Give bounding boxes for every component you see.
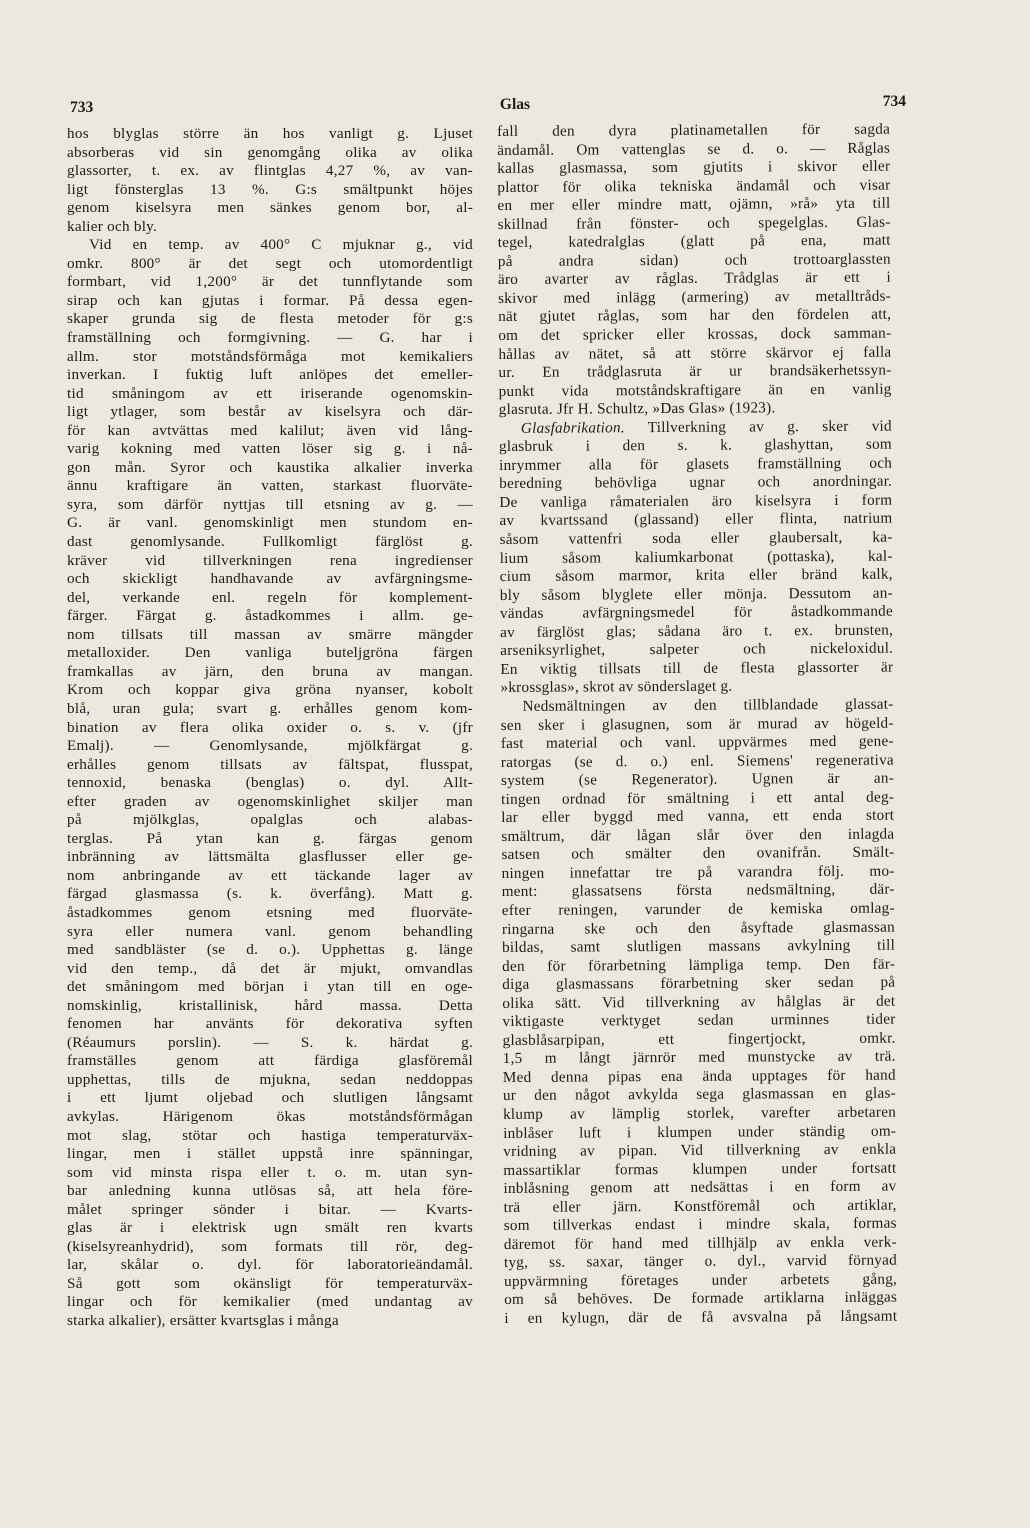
- text-line: upphettas, tills de mjukna, sedan neddoppas: [67, 1070, 473, 1088]
- text-line: allm. stor motståndsförmåga mot kemikaliers: [67, 347, 473, 365]
- text-line: bar anledning kunna utlösas så, att hela före-: [67, 1182, 473, 1200]
- text-line: diga glasmassans förarbetning sker sedan på: [502, 973, 896, 994]
- text-line: hos blyglas större än hos vanligt g. Ljuset: [67, 125, 473, 142]
- text-line: inblåser luft i klumpen under ständig om-: [503, 1122, 897, 1142]
- text-line: såsom vattenfri soda eller glaubersalt, ka-: [499, 528, 893, 549]
- text-line: framkallas av järn, den bruna av mangan.: [67, 662, 473, 680]
- text-line: kallas glasmassa, som gjutits i skivor eller: [497, 157, 891, 178]
- text-line: ur den något avkylda sega glasmassan en glas-: [502, 1085, 896, 1105]
- text-line: sen sker i glasugnen, som är murad av högeld-: [500, 714, 894, 734]
- text-line: nomskinlig, kristallinisk, hård massa. Detta: [67, 996, 473, 1014]
- text-line: skaper grunda sig de flesta metoder för g:s: [67, 310, 473, 328]
- text-line: efter reningen, varunder de kemiska omlag-: [501, 899, 895, 919]
- page-number-left: 733: [70, 99, 94, 116]
- text-line: färger. Färgat g. åstadkommes i allm. ge-: [67, 607, 473, 625]
- text-line: ratorgas (se d. o.) enl. Siemens' regenerativa: [500, 751, 894, 771]
- text-line: uppvärmning företages under arbetets gång,: [504, 1270, 898, 1290]
- text-line: ligt fönsterglas 13 %. G:s smältpunkt höjes: [67, 180, 473, 198]
- text-line: kräver vid tillverkningen rena ingredienser: [67, 551, 473, 569]
- text-line: system (se Regenerator). Ugnen är an-: [500, 769, 895, 790]
- text-line: skillnad från fönster- och spegelglas. Glas-: [497, 213, 891, 233]
- text-line: syra, som därför nyttjas till etsning av g. —: [67, 495, 473, 513]
- text-line: och skickligt handhavande av avfärgningsme-: [67, 570, 473, 588]
- text-line: glas är i elektrisk ugn smält ren kvarts: [67, 1219, 473, 1237]
- text-line: framställning och formgivning. — G. har i: [67, 329, 473, 347]
- text-line: blå, uran gula; svart g. erhålles genom kom-: [67, 699, 473, 717]
- text-line: fast material och vanl. uppvärmes med gene-: [500, 732, 894, 753]
- text-line: En viktig tillsats till de flesta glassorter är: [500, 658, 894, 678]
- text-line: absorberas vid sin genomgång olika av olika: [67, 143, 473, 161]
- text-line: för kan avtvättas med kalilut; även vid lång-: [67, 421, 473, 439]
- text-line: Emalj). — Genomlysande, mjölkfärgat g.: [67, 737, 473, 755]
- text-line: glasruta. Jfr H. Schultz, »Das Glas» (1923).: [498, 399, 776, 419]
- text-line: mot slag, stötar och hastiga temperaturväx-: [67, 1126, 473, 1144]
- text-line: av färglöst glas; sådana äro t. ex. brunsten,: [500, 621, 894, 641]
- text-line: del, verkande enl. regeln för komplement-: [67, 588, 473, 606]
- text-line: starka alkalier), ersätter kvartsglas i många: [67, 1312, 339, 1329]
- text-line: vändas avfärgningsmedel för åstadkommande: [499, 602, 894, 623]
- text-line: fenomen har använts för dekorativa syften: [67, 1015, 473, 1033]
- text-line: nät gjutet råglas, som har den fördelen att,: [498, 306, 892, 326]
- text-line: ningen innefattar tre på varandra följ. mo-: [501, 862, 895, 882]
- text-line: inblåsning genom att nedsättas i en form av: [503, 1177, 897, 1198]
- text-line: tyg, ss. saxar, tänger o. dyl., varvid förnyad: [503, 1251, 898, 1272]
- text-line: av kvartssand (glassand) eller flinta, natrium: [499, 510, 893, 530]
- text-line: Vid en temp. av 400° C mjuknar g., vid: [89, 236, 473, 254]
- text-line: Med denna pipas ena ända upptages för hand: [502, 1066, 896, 1086]
- text-line: en mer eller mindre matt, ojämn, »rå» yta till: [497, 194, 891, 215]
- text-line: klump av lämplig storlek, varefter arbetaren: [503, 1103, 897, 1123]
- text-line: tingen ordnad för smältning i ett antal deg-: [501, 788, 895, 808]
- text-line: det småningom med början i ytan till en oge-: [67, 978, 473, 996]
- text-line: ur. En trådglasruta är ur brandsäkerhetssyn-: [498, 361, 892, 382]
- right-column: [497, 121, 897, 1329]
- text-line: kalier och bly.: [67, 217, 158, 235]
- text-line: 1,5 m långt järnrör med munstycke av trä.: [502, 1047, 896, 1068]
- text-line: lingar och för kemikalier (med undantag av: [67, 1293, 473, 1311]
- text-line: på mjölkglas, opalglas och alabas-: [67, 811, 473, 829]
- text-line: Nedsmältningen av den tillblandade glassat-: [522, 695, 894, 715]
- page-number-right: 734: [882, 93, 906, 110]
- text-line: plattor för olika tekniska ändamål och visar: [497, 176, 891, 196]
- text-line: bly såsom blyglete eller mönja. Dessutom an-: [499, 584, 893, 604]
- text-line: färgad glasmassa (s. k. överfång). Matt g.: [67, 885, 473, 903]
- text-line: nom tillsats till massan av smärre mängder: [67, 625, 473, 643]
- text-line: efter graden av ogenomskinlighet skiljer man: [67, 792, 473, 810]
- text-line: viktigaste verktyget sedan urminnes tider: [502, 1010, 896, 1031]
- text-line: ändamål. Om vattenglas se d. o. — Råglas: [497, 139, 891, 159]
- text-line: omkr. 800° är det segt och utomordentligt: [67, 254, 473, 272]
- text-line: i en kylugn, där de få avsvalna på långsamt: [504, 1307, 898, 1327]
- text-line: Glasfabrikation. Tillverkning av g. sker vid: [520, 417, 892, 437]
- text-line: som tillverkas endast i mindre skala, formas: [503, 1214, 897, 1235]
- text-line: tegel, katedralglas (glatt på ena, matt: [497, 231, 891, 252]
- text-line: inverkan. I fuktig luft anlöpes det emeller-: [67, 366, 473, 384]
- text-line: framställes genom att färdiga glasföremål: [67, 1052, 473, 1070]
- text-line: lium såsom kaliumkarbonat (pottaska), kal-: [499, 547, 893, 567]
- text-line: fall den dyra platinametallen för sagda: [497, 120, 891, 140]
- text-line: tid småningom av ett iriserande ogenomskin-: [67, 384, 473, 402]
- text-line: metalloxider. Den vanliga buteljgröna färgen: [67, 644, 473, 662]
- text-line: Krom och koppar giva gröna nyanser, kobolt: [67, 681, 473, 699]
- text-line: nom anbringande av ett täckande lager av: [67, 866, 473, 884]
- text-line: »krossglas», skrot av sönderslaget g.: [500, 677, 733, 697]
- text-line: arseniksyrlighet, salpeter och nickeloxidul.: [500, 639, 894, 660]
- text-line: ment: glassatsens första nedsmältning, där-: [501, 881, 895, 901]
- text-line: smältrum, där lågan slår över den inlagda: [501, 825, 895, 845]
- text-line: med sandbläster (se d. o.). Upphettas g. länge: [67, 941, 473, 959]
- text-line: glasbruk i den s. k. glashyttan, som: [498, 435, 893, 456]
- text-line: målet springer sönder i bitar. — Kvarts-: [67, 1200, 473, 1218]
- left-column: [67, 125, 473, 1331]
- text-line: om så behöves. De formade artiklarna inläggas: [504, 1289, 898, 1309]
- text-line: vridning av pipan. Vid tillverkning av enkla: [503, 1140, 897, 1161]
- text-line: genom kiselsyra men sänkes genom bor, al-: [67, 199, 473, 217]
- text-line: åstadkommes genom etsning med fluorväte-: [67, 903, 473, 921]
- text-line: vid den temp., då det är mjukt, omvandlas: [67, 959, 473, 977]
- text-line: G. är vanl. genomskinligt men stundom en-: [67, 514, 473, 532]
- text-line: ringarna ske och den åsyftade glasmassan: [501, 918, 895, 938]
- text-line: erhålles genom tillsats av fältspat, flusspat,: [67, 755, 473, 773]
- text-line: den för förarbetning lämpliga temp. Den fär-: [502, 955, 896, 975]
- text-line: syra eller numera vanl. genom behandling: [67, 922, 473, 940]
- text-line: hållas av nätet, så att större skärvor ej falla: [498, 343, 892, 363]
- text-line: inrymmer alla för glasets framställning och: [499, 454, 893, 474]
- text-line: beredning behövliga ugnar och anordningar.: [499, 472, 893, 493]
- text-line: bination av flera olika oxider o. s. v. (jfr: [67, 718, 473, 736]
- text-line: bildas, samt slutligen massans avkylning till: [501, 936, 896, 957]
- text-line: (kiselsyreanhydrid), som formats till rör, deg-: [67, 1237, 473, 1255]
- text-line: (Réaumurs porslin). — S. k. härdat g.: [67, 1033, 473, 1051]
- text-line: på andra sidan) och trottoarglassten: [497, 250, 891, 270]
- text-line: varig kokning med vatten löser sig g. i nå-: [67, 440, 473, 458]
- text-line: lar eller byggd med vanna, ett enda stort: [501, 806, 895, 827]
- text-line: punkt vida motståndskraftigare än en vanlig: [498, 380, 892, 400]
- text-line: gon mån. Syror och kaustika alkalier inverka: [67, 458, 473, 476]
- text-line: lingar, men i stället uppstå inre spänningar,: [67, 1145, 473, 1163]
- section-heading: Glasfabrikation.: [520, 418, 625, 437]
- text-line: dast genomlysande. Fullkomligt färglöst g.: [67, 533, 473, 551]
- text-line: olika sätt. Vid tillverkning av hålglas är det: [502, 992, 896, 1012]
- text-line: ännu kraftigare än vatten, starkast fluorväte-: [67, 477, 473, 495]
- page-title: Glas: [499, 96, 531, 113]
- text-line: avkylas. Härigenom ökas motståndsförmågan: [67, 1107, 473, 1125]
- text-line: däremot för hand med tillhjälp av enkla verk-: [503, 1233, 897, 1253]
- text-line: ligt ytlager, som består av kiselsyra och där-: [67, 403, 473, 421]
- text-line: tennoxid, benaska (benglas) o. dyl. Allt-: [67, 774, 473, 792]
- text-line: formbart, vid 1,200° är det tunnflytande som: [67, 273, 473, 291]
- text-line: som vid minsta rispa eller t. o. m. utan syn-: [67, 1163, 473, 1181]
- text-line: i ett ljumt oljebad och slutligen långsamt: [67, 1089, 473, 1107]
- text-line: massartiklar formas klumpen under fortsatt: [503, 1159, 897, 1179]
- text-line: om det spricker eller krossas, dock samman-: [498, 324, 892, 345]
- text-line: De vanliga råmaterialen äro kiselsyra i form: [499, 491, 893, 511]
- text-line: trä eller järn. Konstföremål och artiklar,: [503, 1196, 897, 1216]
- text-line: glasblåsarpipan, ett fingertjockt, omkr.: [502, 1029, 896, 1049]
- text-line: cium såsom marmor, krita eller bränd kalk,: [499, 565, 893, 586]
- text-line: inbränning av lättsmälta glasflusser eller ge-: [67, 848, 473, 866]
- text-line: äro avarter av råglas. Trådglas är ett i: [497, 268, 892, 289]
- text-line: Så gott som okänsligt för temperaturväx-: [67, 1274, 473, 1292]
- text-line: skivor med inlägg (armering) av metalltråds-: [498, 287, 892, 307]
- text-line: sirap och kan gjutas i formar. På dessa egen-: [67, 291, 473, 309]
- text-line: terglas. På ytan kan g. färgas genom: [67, 829, 473, 847]
- text-line: satsen och smälter den ovanifrån. Smält-: [501, 843, 895, 864]
- text-line: lar, skålar o. dyl. för laboratorieändamål.: [67, 1256, 473, 1274]
- text-line: glassorter, t. ex. av flintglas 4,27 %, av van-: [67, 162, 473, 180]
